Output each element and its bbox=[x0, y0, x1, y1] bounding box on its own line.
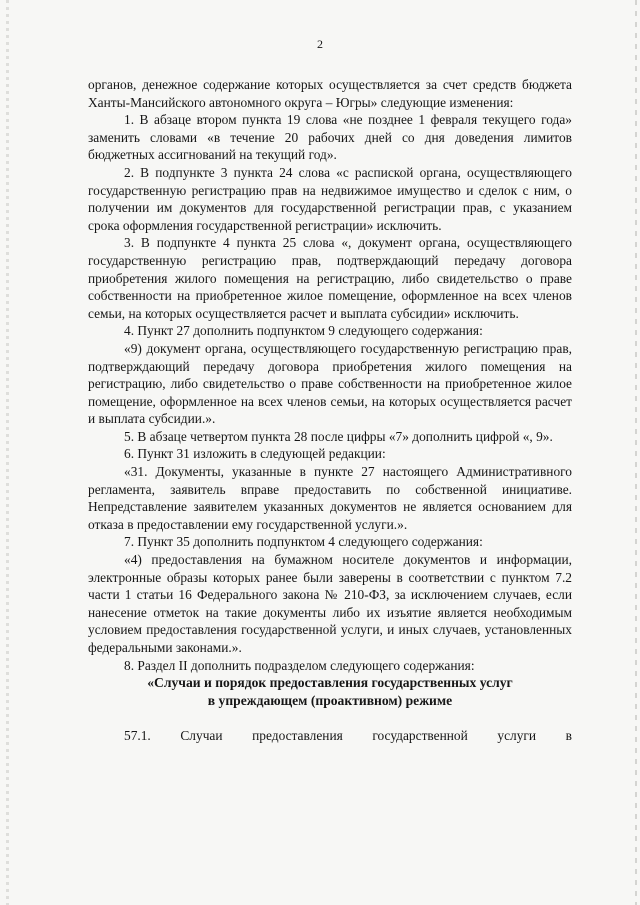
scan-edge-left bbox=[6, 0, 9, 905]
document-body bbox=[88, 76, 572, 745]
paragraph-item-6: 6. Пункт 31 изложить в следующей редакции: bbox=[124, 446, 386, 462]
section-heading-line-2: в упреждающем (проактивном) режиме bbox=[207, 693, 453, 709]
paragraph-subitem-4: «4) предоставления на бумажном носителе документов и информации, электронные образы которых ранее были заверены в соответствии с пунктом 7.2 части 1 статьи 16 Федерального закона № 210-ФЗ, за исключением случаев, если нанесение отметок на такие документы либо их изъятие является необходимым условием предоставления государственной услуги, и иных случаев, установленных федеральными законами.». bbox=[88, 552, 572, 655]
paragraph-clause-57-1: 57.1. Случаи предоставления государственной услуги в bbox=[124, 728, 572, 744]
paragraph-item-3: 3. В подпункте 4 пункта 25 слова «, документ органа, осуществляющего государственную регистрацию прав, подтверждающий передачу договора приобретения жилого помещения на регистрацию, либо свидетельство о праве собственности на приобретенное жилое помещение, оформленное на всех членов семьи, на которых осуществляется расчет и выплата субсидии» исключить. bbox=[88, 235, 572, 321]
paragraph-item-7: 7. Пункт 35 дополнить подпунктом 4 следующего содержания: bbox=[124, 534, 483, 550]
paragraph-item-2: 2. В подпункте 3 пункта 24 слова «с распиской органа, осуществляющего государственную регистрацию прав на недвижимое имущество и сделок с ним, о получении им документов для государственной регистрации прав, с указанием срока оформления государственной регистрации» исключить. bbox=[88, 164, 572, 233]
page-number: 2 bbox=[317, 37, 323, 51]
spacer bbox=[88, 710, 572, 727]
section-heading-line-1: «Случаи и порядок предоставления государственных услуг bbox=[147, 675, 513, 691]
paragraph-item-1: 1. В абзаце втором пункта 19 слова «не позднее 1 февраля текущего года» заменить словами «в течение 20 рабочих дней со дня доведения лимитов бюджетных ассигнований на текущий год». bbox=[88, 112, 572, 163]
paragraph-clause-31: «31. Документы, указанные в пункте 27 настоящего Административного регламента, заявитель вправе предоставить по собственной инициативе. Непредставление заявителем указанных документов не является основанием для отказа в предоставлении ему государственной услуги.». bbox=[88, 464, 572, 532]
paragraph-subitem-9: «9) документ органа, осуществляющего государственную регистрацию прав, подтверждающий передачу договора приобретения жилого помещения на регистрацию, либо свидетельство о праве собственности на приобретенное жилое помещение, оформленное на всех членов семьи, на которых осуществляется расчет и выплата субсидии.». bbox=[88, 340, 572, 427]
paragraph-item-4: 4. Пункт 27 дополнить подпунктом 9 следующего содержания: bbox=[124, 323, 483, 339]
paragraph-continuation: органов, денежное содержание которых осуществляется за счет средств бюджета Ханты-Мансийского автономного округа – Югры» следующие изменения: bbox=[88, 77, 572, 110]
scan-edge-right bbox=[635, 0, 637, 905]
paragraph-item-5: 5. В абзаце четвертом пункта 28 после цифры «7» дополнить цифрой «, 9». bbox=[124, 428, 553, 444]
paragraph-item-8: 8. Раздел II дополнить подразделом следующего содержания: bbox=[124, 657, 475, 673]
